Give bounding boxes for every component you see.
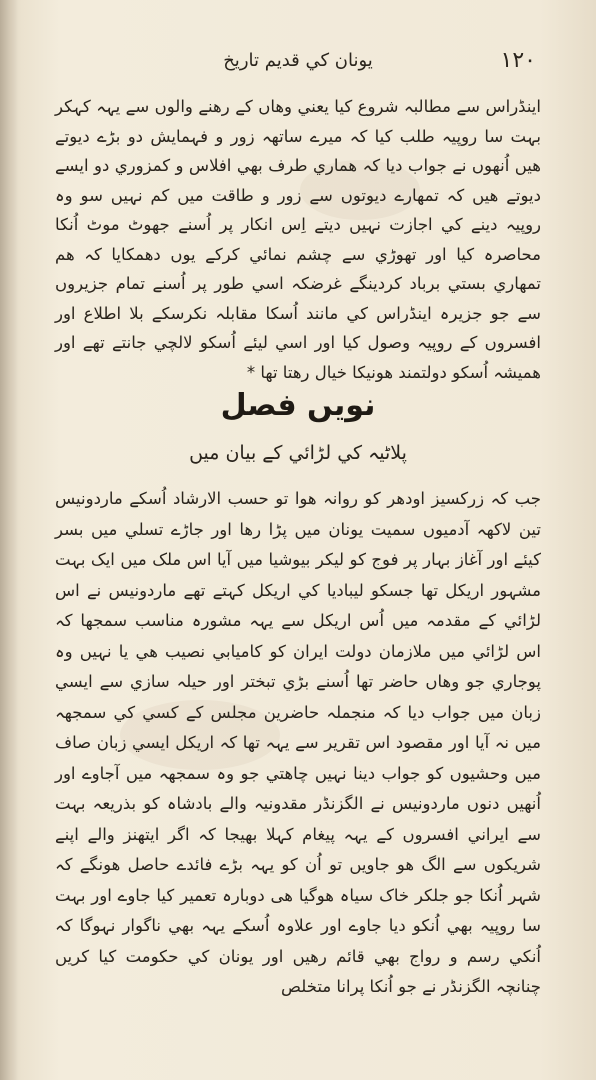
- page-header: [60, 48, 536, 84]
- page-spine-shadow: [0, 0, 18, 1080]
- chapter-title: نویں فصل: [220, 388, 376, 423]
- chapter-subtitle: پلاٹیہ کي لڑائي کے بیان میں: [189, 442, 407, 464]
- page-number: ۱۲۰: [500, 48, 536, 73]
- running-title: یونان کي قدیم تاریخ: [223, 50, 373, 71]
- paragraph-1: اینڈراس سے مطالبہ شروع کیا یعني وھاں کے رھنے والوں سے یہہ کہکر بہت سا روپیہ طلب کیا کہ میرے ساتھہ زور و فہمایش دو بڑے دیوتے ھیں اُنھوں نے جواب دیا کہ ھماري طرف بھي افلاس و کمزوري دو ایسے دیوتے ھیں کہ تمھارے دیوتوں سے زور و طاقت میں کم نہیں سو وہ روپیہ دینے کي اجازت نہیں دیتے اِس انکار پر اُسنے جھوٹ موٹ اُنکا محاصرہ کیا اور تھوڑي سے چشم نمائي کرکے یوں دھمکایا کہ ھم تمھاري بستي برباد کردینگے غرضکہ اسي طور پر اُسنے تمام جزیروں سے جو جزیرہ اینڈراس کي مانند اُسکا مقابلہ نکرسکے بلا اطلاع اور افسروں کے روپیہ وصول کیا اور اسي لیئے اُسکو لالچي جانتے تھے اور ھمیشہ اُسکو دولتمند ھونیکا خیال رھتا تھا *: [55, 97, 541, 382]
- paragraph-2: جب کہ زرکسیز اودھر کو روانہ ھوا تو حسب الارشاد اُسکے ماردونیس تین لاکھہ آدمیوں سمیت یونان میں پڑا رھا اور جاڑے تسلي میں بسر کیئے اور آغاز بہار پر فوج کو لیکر بیوشیا میں آیا اس ملک میں ایک بہت مشہور اریکل تھا جسکو لیبادیا کي اریکل کہتے تھے ماردونیس نے اس لڑائي کے مقدمہ میں اُس اریکل سے یہہ مشورہ مناسب سمجھا کہ اس لڑائي میں ملازمان دولت ایران کو کامیابي نصیب ھي یا نہیں وہ پوجاري جو وھاں حاضر تھا اُسنے بڑي تبختر اور حیلہ سازي سے ایسي زبان میں جواب دیا کہ منجملہ حاضرین مجلس کے کسي کي سمجھہ میں نہ آیا اور مقصود اس تقریر سے یہہ تھا کہ اریکل ایسي زبان صاف میں وحشیوں کو جواب دینا نہیں چاھتي جو وہ سمجھہ میں آجاوے اور اُنھیں دنوں ماردونیس نے الگزنڈر مقدونیہ والے بادشاہ کو بذریعہ بہت سے ایراني افسروں کے یہہ پیغام کہلا بھیجا کہ اگر ایتھنز والے اپنے شریکوں سے الگ ھو جاویں تو اُن کو یہہ بڑے فائدے حاصل ھونگے کہ شہر اُنکا جو جلکر خاک سیاہ ھوگیا ھی دوبارہ تعمیر کیا جاوے اور بہت سا روپیہ بھي اُنکو دیا جاوے اور علاوہ اُسکے یہہ بھي ناگوار نہوگا کہ اُنکي رسم و رواج بھي قائم رھیں اور یونان کي حکومت کیا کریں چنانچہ الگزنڈر نے جو اُنکا پرانا متخلص: [55, 489, 541, 996]
